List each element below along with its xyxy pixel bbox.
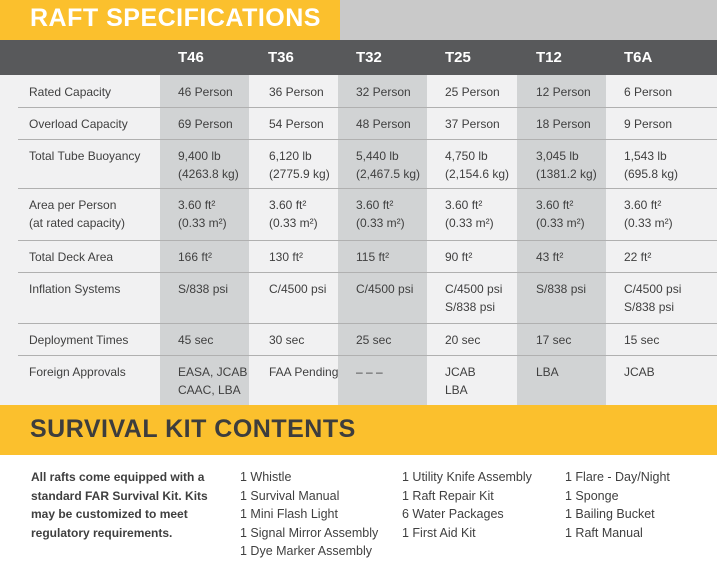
page-title: RAFT SPECIFICATIONS: [30, 4, 321, 32]
table-cell: [178, 331, 213, 349]
table-cell-line: FAA Pending: [269, 365, 339, 379]
kit-title: SURVIVAL KIT CONTENTS: [30, 415, 356, 443]
row-label: [29, 248, 113, 266]
column-header: T46: [178, 49, 204, 66]
table-cell-line: S/838 psi: [445, 300, 496, 314]
kit-item: 1 Raft Repair Kit: [402, 488, 494, 503]
table-cell-line: 3.60 ft²: [178, 198, 216, 212]
kit-item: 1 Signal Mirror Assembly: [240, 525, 379, 540]
row-divider: [18, 323, 717, 324]
table-cell: [178, 196, 227, 232]
row-label-line: Overload Capacity: [29, 117, 128, 131]
table-cell-line: 43 ft²: [536, 250, 564, 264]
table-cell-line: 3.60 ft²: [624, 198, 662, 212]
table-cell-line: (0.33 m²): [624, 216, 673, 230]
row-label: [29, 147, 140, 165]
table-cell-line: (1381.2 kg): [536, 167, 597, 181]
table-cell-line: S/838 psi: [624, 300, 675, 314]
table-cell: [536, 83, 591, 101]
column-header: T12: [536, 49, 562, 66]
table-cell: [178, 115, 233, 133]
table-cell: [269, 363, 338, 381]
table-cell: [445, 363, 476, 399]
row-label-line: Deployment Times: [29, 333, 129, 347]
kit-item: 1 Survival Manual: [240, 488, 340, 503]
kit-list: [402, 468, 532, 542]
kit-item: 1 Flare - Day/Night: [565, 470, 670, 484]
table-cell-line: 1,543 lb: [624, 149, 667, 163]
kit-item: 1 Raft Manual: [565, 525, 643, 540]
table-cell-line: C/4500 psi: [356, 282, 414, 296]
kit-band: [0, 405, 717, 455]
table-cell: [624, 363, 655, 381]
table-cell-line: 12 Person: [536, 85, 591, 99]
table-cell: [624, 147, 678, 183]
table-cell-line: EASA, JCAB: [178, 365, 248, 379]
table-cell-line: S/838 psi: [178, 282, 229, 296]
table-cell: [269, 248, 303, 266]
column-header: T32: [356, 49, 382, 66]
table-cell-line: 130 ft²: [269, 250, 304, 264]
table-cell-line: 48 Person: [356, 117, 411, 131]
table-cell-line: (2,467.5 kg): [356, 167, 421, 181]
table-cell: [269, 83, 324, 101]
table-cell: [624, 331, 659, 349]
table-cell-line: (0.33 m²): [536, 216, 585, 230]
table-cell-line: 54 Person: [269, 117, 324, 131]
table-cell: [624, 115, 672, 133]
table-cell: [536, 147, 597, 183]
table-cell: [445, 83, 500, 101]
table-cell-line: (4263.8 kg): [178, 167, 239, 181]
kit-item: 1 Mini Flash Light: [240, 507, 338, 521]
table-cell-line: 22 ft²: [624, 250, 652, 264]
table-cell-line: 115 ft²: [356, 250, 390, 264]
kit-list: [565, 468, 670, 542]
table-cell-line: (0.33 m²): [269, 216, 318, 230]
row-label: [29, 331, 128, 349]
table-cell: [445, 280, 502, 316]
table-cell-line: 5,440 lb: [356, 149, 399, 163]
kit-item: 1 Sponge: [565, 488, 619, 503]
table-cell-line: 3.60 ft²: [356, 198, 394, 212]
row-divider: [18, 107, 717, 108]
table-cell: [536, 115, 591, 133]
table-cell-line: 17 sec: [536, 333, 572, 347]
table-cell: [356, 115, 411, 133]
table-cell: [445, 248, 472, 266]
table-cell: [269, 280, 326, 298]
row-label: [29, 363, 126, 381]
table-cell-line: (0.33 m²): [356, 216, 405, 230]
table-cell-line: (2,154.6 kg): [445, 167, 510, 181]
table-cell: [269, 196, 318, 232]
row-divider: [18, 139, 717, 140]
table-cell: [624, 280, 681, 316]
table-cell-line: – – –: [356, 365, 383, 379]
table-cell-line: 3.60 ft²: [536, 198, 574, 212]
table-cell: [536, 196, 585, 232]
table-cell: [178, 363, 247, 399]
table-cell-line: 36 Person: [269, 85, 324, 99]
table-cell: [356, 363, 383, 381]
row-label-line: Area per Person: [29, 198, 117, 212]
table-cell: [356, 196, 405, 232]
table-cell-line: 6 Person: [624, 85, 673, 99]
kit-list: [240, 468, 378, 561]
table-cell: [624, 248, 651, 266]
table-cell-line: (0.33 m²): [445, 216, 494, 230]
table-cell: [269, 115, 324, 133]
table-cell-line: (2775.9 kg): [269, 167, 330, 181]
table-cell-line: 25 Person: [445, 85, 500, 99]
kit-intro: All rafts come equipped with a standard FAR Survival Kit. Kits may be customized to meet regulatory requirements.: [31, 470, 208, 540]
table-cell: [536, 363, 559, 381]
table-cell: [445, 147, 509, 183]
kit-item: 1 Whistle: [240, 470, 292, 484]
table-cell-line: 20 sec: [445, 333, 481, 347]
table-cell-line: 30 sec: [269, 333, 305, 347]
table-cell-line: 45 sec: [178, 333, 214, 347]
row-label-line: Foreign Approvals: [29, 365, 126, 379]
title-box: [0, 0, 340, 40]
table-cell-line: 166 ft²: [178, 250, 213, 264]
table-cell-line: 18 Person: [536, 117, 591, 131]
row-label-line: (at rated capacity): [29, 216, 126, 230]
table-cell-line: 90 ft²: [445, 250, 473, 264]
row-label: [29, 115, 128, 133]
table-cell: [624, 196, 673, 232]
table-cell-line: 46 Person: [178, 85, 233, 99]
table-cell: [269, 331, 304, 349]
row-divider: [18, 240, 717, 241]
table-cell-line: JCAB: [624, 365, 655, 379]
table-cell: [178, 280, 228, 298]
table-cell-line: 3.60 ft²: [269, 198, 307, 212]
kit-item: 1 Dye Marker Assembly: [240, 544, 372, 558]
table-cell-line: JCAB: [445, 365, 476, 379]
table-cell: [178, 83, 233, 101]
table-cell-line: 32 Person: [356, 85, 411, 99]
row-divider: [18, 272, 717, 273]
table-cell-line: 6,120 lb: [269, 149, 312, 163]
table-cell-line: 9 Person: [624, 117, 673, 131]
column-header-bar: [0, 40, 717, 75]
table-cell: [178, 147, 239, 183]
table-cell-line: LBA: [536, 365, 559, 379]
table-cell-line: C/4500 psi: [445, 282, 503, 296]
row-label-line: Total Tube Buoyancy: [29, 149, 141, 163]
table-cell: [445, 331, 480, 349]
table-cell-line: 4,750 lb: [445, 149, 488, 163]
table-cell-line: (0.33 m²): [178, 216, 227, 230]
table-cell: [269, 147, 330, 183]
row-label-line: Inflation Systems: [29, 282, 121, 296]
table-cell: [536, 331, 571, 349]
table-cell-line: S/838 psi: [536, 282, 587, 296]
table-cell-line: 37 Person: [445, 117, 500, 131]
table-cell-line: 15 sec: [624, 333, 660, 347]
table-cell: [356, 83, 411, 101]
table-cell: [445, 196, 494, 232]
table-cell-line: LBA: [445, 383, 468, 397]
table-cell-line: CAAC, LBA: [178, 383, 241, 397]
table-cell: [356, 331, 391, 349]
table-cell: [536, 248, 563, 266]
table-cell-line: C/4500 psi: [269, 282, 327, 296]
row-divider: [18, 188, 717, 189]
row-label: [29, 280, 120, 298]
kit-item: 1 First Aid Kit: [402, 525, 476, 540]
row-label-line: Rated Capacity: [29, 85, 112, 99]
table-cell: [356, 280, 413, 298]
table-cell: [356, 147, 420, 183]
kit-item: 1 Utility Knife Assembly: [402, 470, 532, 484]
table-cell: [356, 248, 389, 266]
table-cell: [178, 248, 212, 266]
kit-item: 6 Water Packages: [402, 507, 504, 521]
column-header: T6A: [624, 49, 653, 66]
row-label: [29, 83, 111, 101]
kit-item: 1 Bailing Bucket: [565, 507, 655, 521]
table-cell-line: 3.60 ft²: [445, 198, 483, 212]
table-cell-line: 9,400 lb: [178, 149, 221, 163]
table-cell: [445, 115, 500, 133]
table-cell-line: 69 Person: [178, 117, 233, 131]
row-label-line: Total Deck Area: [29, 250, 114, 264]
column-header: T36: [268, 49, 294, 66]
table-cell-line: (695.8 kg): [624, 167, 679, 181]
row-label: [29, 196, 125, 232]
table-cell-line: 3,045 lb: [536, 149, 579, 163]
table-cell: [624, 83, 672, 101]
table-cell: [536, 280, 586, 298]
column-header: T25: [445, 49, 471, 66]
row-divider: [18, 355, 717, 356]
table-cell-line: C/4500 psi: [624, 282, 682, 296]
table-cell-line: 25 sec: [356, 333, 392, 347]
